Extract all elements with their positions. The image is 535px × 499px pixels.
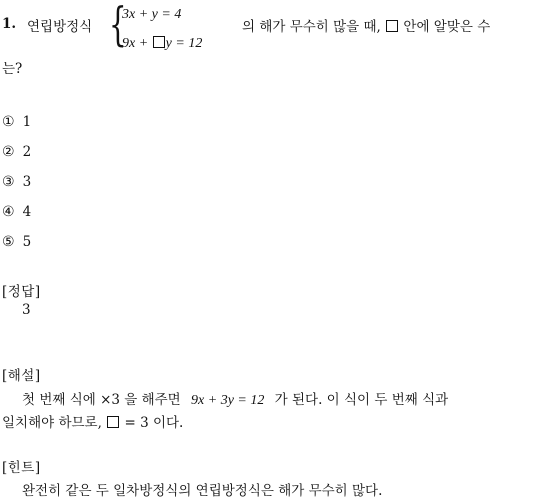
choice-value: 4 (22, 204, 32, 220)
choice-5[interactable] (2, 234, 31, 250)
choice-2[interactable] (2, 144, 31, 160)
blank-box (153, 36, 165, 48)
hint-text: 완전히 같은 두 일차방정식의 연립방정식은 해가 무수히 많다. (22, 483, 383, 499)
equation-2-left: 9x + (122, 36, 152, 51)
choice-mark: ④ (2, 204, 15, 220)
explanation-line-2-a: 일치해야 하므로, (2, 415, 102, 431)
explanation-equation: 9x + 3y = 12 (191, 393, 265, 408)
answer-value: 3 (22, 302, 31, 318)
question-text-line2: 는? (2, 61, 23, 77)
equation-1: 3x + y = 4 (122, 7, 182, 22)
choice-mark: ① (2, 114, 15, 130)
blank-box-explanation (107, 416, 119, 428)
explanation-line-2-b: = 3 이다. (124, 415, 184, 431)
choice-value: 3 (22, 174, 32, 190)
choice-mark: ⑤ (2, 234, 15, 250)
answer-label: [정답] (2, 284, 41, 300)
equation-2-right: y = 12 (165, 36, 203, 51)
blank-box-inline (386, 20, 398, 32)
explanation-line-2 (2, 411, 183, 431)
question-text-post (242, 15, 490, 35)
choice-value: 5 (22, 234, 32, 250)
choice-1[interactable] (2, 114, 31, 130)
choice-3[interactable] (2, 174, 31, 190)
question-text-pre: 연립방정식 (27, 19, 93, 35)
choice-4[interactable] (2, 204, 31, 220)
explanation-line-1 (22, 388, 448, 409)
choice-value: 1 (22, 114, 32, 130)
equation-2 (122, 36, 202, 52)
explanation-line-1-a: 첫 번째 식에 ×3 을 해주면 (22, 392, 181, 408)
choice-value: 2 (22, 144, 32, 160)
explanation-line-1-b: 가 된다. 이 식이 두 번째 식과 (274, 392, 449, 408)
question-text-post-a: 의 해가 무수히 많을 때, (242, 19, 381, 35)
choice-mark: ② (2, 144, 15, 160)
question-text-post-b: 안에 알맞은 수 (403, 19, 491, 35)
hint-label: [힌트] (2, 460, 41, 476)
choice-mark: ③ (2, 174, 15, 190)
question-number: 1. (2, 16, 17, 32)
explanation-label: [해설] (2, 368, 41, 384)
system-brace: { (109, 0, 127, 51)
